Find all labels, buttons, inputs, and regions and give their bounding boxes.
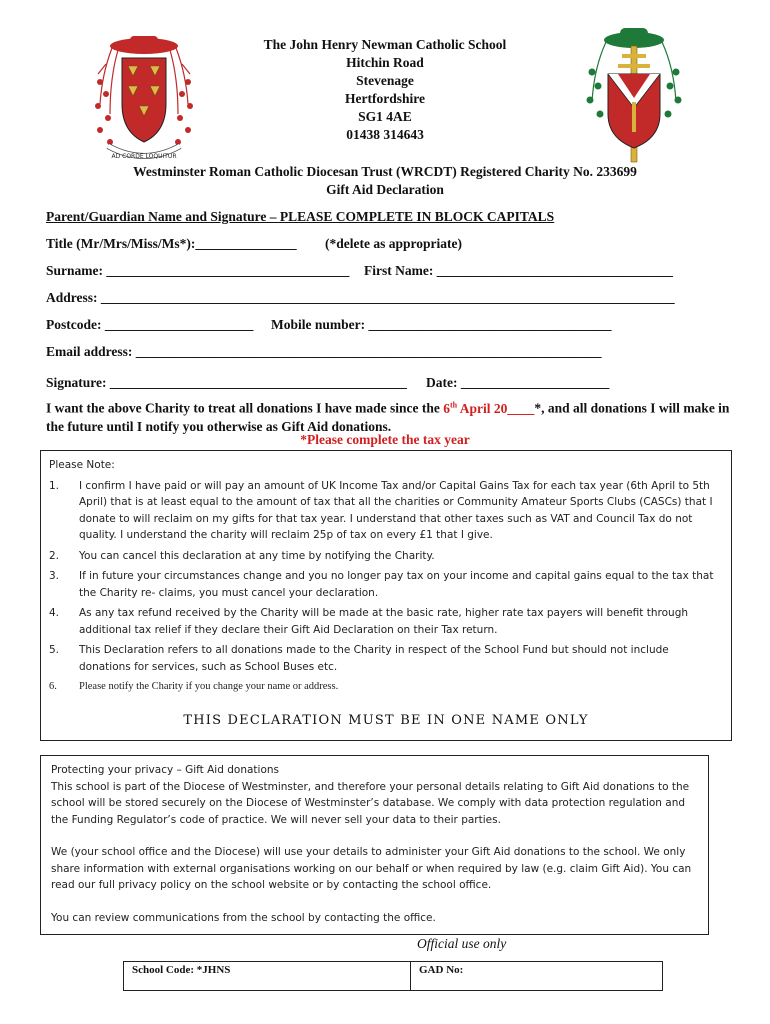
list-item: 3. If in future your circumstances change and you no longer pay tax on your income and capital gains equal to the tax that the Charity re- claims, you must cancel your declaration. — [49, 570, 714, 599]
official-use-label: Official use only — [417, 936, 507, 951]
date-field[interactable]: Date: ______________________ — [426, 375, 610, 390]
charity-header — [60, 163, 710, 199]
address-line: Stevenage — [356, 73, 414, 88]
first-name-field[interactable]: First Name: ___________________________________ — [364, 263, 673, 278]
postcode-field[interactable]: Postcode: ______________________ — [46, 317, 254, 332]
list-item: 4. As any tax refund received by the Charity will be made at the basic rate, higher rate tax payers will benefit through additional tax relief if they declare their Gift Aid Declaration on their Tax return. — [49, 607, 689, 636]
statement-text-cont: *, and all donations I will make in the future until I notify you otherwise as Gift Aid donations. — [46, 400, 730, 434]
school-address-block — [170, 36, 600, 144]
school-code-cell: School Code: *JHNS — [124, 962, 411, 991]
privacy-para: You can review communications from the school by contacting the office. — [51, 911, 436, 924]
charity-line: Westminster Roman Catholic Diocesan Trust (WRCDT) Registered Charity No. 233699 — [133, 164, 637, 179]
email-field[interactable]: Email address: _____________________________________________________________________ — [46, 344, 602, 359]
list-item: 2. You can cancel this declaration at any time by notifying the Charity. — [49, 549, 435, 562]
left-crest-motto: AD CORDE LOQUITUR — [111, 153, 177, 160]
postcode-line: SG1 4AE — [358, 109, 412, 124]
list-item: 6. Please notify the Charity if you change your name or address. — [49, 681, 339, 692]
mobile-field[interactable]: Mobile number: ____________________________________ — [271, 317, 612, 332]
statement-text: I want the above Charity to treat all donations I have made since the — [46, 400, 444, 416]
title-field[interactable]: Title (Mr/Mrs/Miss/Ms*):_______________ — [46, 236, 297, 251]
notes-box — [40, 450, 732, 741]
tax-year-start: 6th April 20____ — [443, 400, 535, 416]
title-note: (*delete as appropriate) — [325, 236, 462, 251]
privacy-heading: Protecting your privacy – Gift Aid donations — [51, 764, 279, 776]
official-use-table — [123, 961, 663, 991]
privacy-box — [40, 755, 709, 935]
signature-field[interactable]: Signature: ____________________________________________ — [46, 375, 407, 390]
address-line: Hitchin Road — [346, 55, 424, 70]
form-title: Gift Aid Declaration — [326, 182, 444, 197]
list-item: 5. This Declaration refers to all donations made to the Charity in respect of the School Fund but should not include donations for services, such as School Buses etc. — [49, 644, 669, 673]
tax-year-note: *Please complete the tax year — [300, 432, 470, 447]
privacy-para: We (your school office and the Diocese) will use your details to administer your Gift Aid donations to the school. We only share information with external organisations working on our behalf or when required by law (e.g. claim Gift Aid). You can read our full privacy policy on the school website or by contacting the school office. — [51, 846, 692, 891]
address-field[interactable]: Address: _____________________________________________________________________________________ — [46, 290, 675, 305]
list-item: 1. I confirm I have paid or will pay an amount of UK Income Tax and/or Capital Gains Tax for each tax year (6th April to 5th April) that is at least equal to the amount of tax that all the charities or Community Amateur Sports Clubs (CASCs) that I donate to will reclaim on my gifts for that tax year. I understand that other taxes such as VAT and Council Tax do not quality. I understand the charity will reclaim 25p of tax on every £1 that I give. — [49, 479, 713, 541]
address-line: Hertfordshire — [345, 91, 425, 106]
phone-line: 01438 314643 — [346, 127, 424, 142]
notes-heading: Please Note: — [49, 459, 115, 471]
surname-field[interactable]: Surname: ____________________________________ — [46, 263, 350, 278]
school-name: The John Henry Newman Catholic School — [263, 37, 507, 52]
notes-list — [49, 478, 723, 696]
one-name-banner: THIS DECLARATION MUST BE IN ONE NAME ONLY — [183, 713, 589, 728]
privacy-para: This school is part of the Diocese of Westminster, and therefore your personal details relating to Gift Aid donations to the school will be stored securely on the Diocese of Westminster’s database. We comply with data protection regulation and the Funding Regulator’s code of practice. We will never sell your data to their parties. — [51, 780, 690, 826]
donation-statement — [46, 396, 736, 436]
section-heading: Parent/Guardian Name and Signature – PLEASE COMPLETE IN BLOCK CAPITALS — [46, 209, 555, 224]
gad-no-cell[interactable]: GAD No: — [411, 962, 663, 991]
